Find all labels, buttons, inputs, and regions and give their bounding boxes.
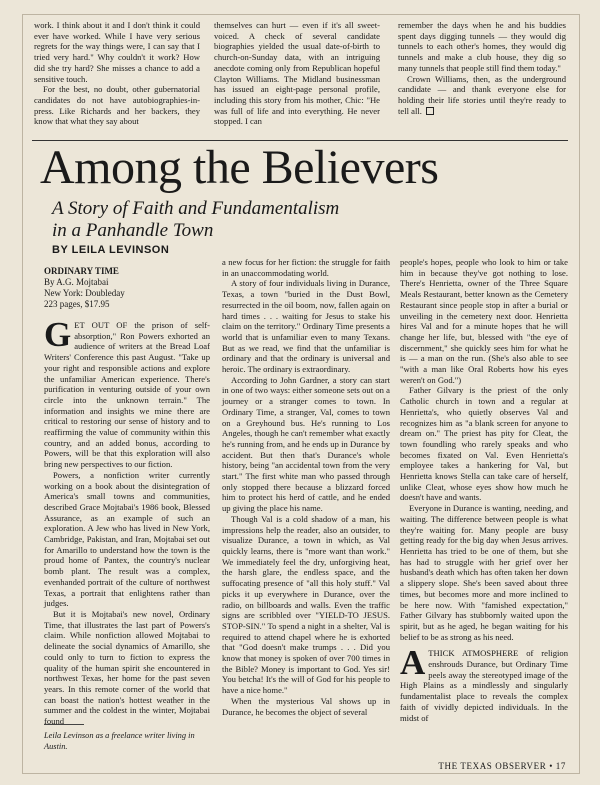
- drop-cap: A: [400, 643, 426, 683]
- book-info-block: [44, 266, 210, 310]
- article-paragraph: THICK ATMOSPHERE of religion enshrouds Durance, but Ordinary Time peels away the stereotyped image of the High Plains as a mindlessly and singularly fundamentalist place to reveals the complex faith of vividly depicted individuals. In the midst of: [400, 648, 568, 723]
- article-paragraph: a new focus for her fiction: the struggle for faith in an unaccommodating world.: [222, 257, 390, 278]
- article-title: Among the Believers: [40, 141, 439, 194]
- subtitle-line-2: in a Panhandle Town: [52, 220, 214, 241]
- book-author: By A.G. Mojtabai: [44, 277, 109, 287]
- footnote-rule: [44, 724, 84, 725]
- article-paragraph: Though Val is a cold shadow of a man, his impressions help the reader, also an outsider, to visualize Durance, a town in which, as Val quickly learns, there is "more want than work." We immediately feel the dry, unforgiving heat, the harsh glare, the endless space, and the suffocating presence of "all this holy stuff." Val picks it up everywhere in Durance, over the radio, on billboards and walls. Even the traffic signs are scribbled over "YIELD-TO JESUS. STOP-SIN." To spend a night in a shelter, Val is required to attend chapel where he is exhorted that "God doesn't make trumps . . . Did you know that money is spoken of over 700 times in the Bible? Money is important to God. Yes sir! You betcha! It's the will of God for his people to have a nice home.": [222, 513, 390, 696]
- article-column-2: [222, 257, 390, 717]
- drop-cap: G: [44, 315, 72, 354]
- prev-article-column-2: [214, 20, 380, 127]
- article-paragraph: ET OUT OF the prison of self-absorption," Ron Powers exhorted an audience of writers at the Bread Loaf Writers' Conference this past August. "Take up your right and responsible actions and explore the unfamiliar American experience. There's purification in venturing outside of your own circle into the unknown terrain." The information and insights we mine there are critical to restoring our sense of history and to reaffirming the value of community within this country, and an added bonus, according to Powers, will be that this exploration will also bring new perspectives to our fiction.: [44, 320, 210, 470]
- article-subtitle: [52, 198, 532, 242]
- article-paragraph: When the mysterious Val shows up in Durance, he becomes the object of several: [222, 695, 390, 717]
- article-paragraph: According to John Gardner, a story can start in one of two ways: either someone sets out on a journey or a stranger comes to town. In Ordinary Time, a stranger, Val, comes to town on a Greyhound bus. He's running to Los Angeles, though he can't remember what exactly he's running from, and he ends up in Durance by accident. But then that's Durance's whole history, being "an accidental town from the very start." The first white man who passed through only stopped there because a blizzard forced him to protect his herd of cattle, and he ended up giving the place his name.: [222, 374, 390, 514]
- article-column-1: [44, 266, 210, 727]
- article-column-3: [400, 257, 568, 723]
- prev-article-column-3: [398, 20, 566, 116]
- prev-article-paragraph: work. I think about it and I don't think it could ever have worked. While I have very serious regrets for the way things were, I can say that I tried very hard." Why couldn't it work? How did she try hard? She misses a chance to add a sensitive touch.: [34, 20, 200, 84]
- book-title: ORDINARY TIME: [44, 266, 119, 276]
- end-of-article-mark: [426, 107, 434, 115]
- author-footnote: Leila Levinson as a freelance writer living in Austin.: [44, 731, 195, 751]
- article-paragraph: But it is Mojtabai's new novel, Ordinary Time, that illustrates the last part of Powers's claim. While nonfiction allowed Mojtabai to delineate the social dynamics of Amarillo, she could only to turn to fiction to express the quality of the human spirit she encountered in northwest Texas, her home for the past seven years. In this remote corner of the world that can boast the nation's hottest weather in the summer and the coldest in the winter, Mojtabai found: [44, 608, 210, 727]
- prev-article-paragraph: themselves can hurt — even if it's all sweet-voiced. A check of several candidate biographies yielded the usual date-of-birth to church-on-Sunday data, with an intriguing anecdote coming only from Republican hopeful Clayton Williams. The Midland businessman has issued an eight-page personal profile, including this story from his mother, Chic: "He was full of life and into everything. He never stopped. I can: [214, 20, 380, 127]
- prev-article-paragraph: For the best, no doubt, other gubernatorial candidates do not have autobiographies-in-press. Like Richards and her backers, they know that what they say about: [34, 84, 200, 127]
- book-price: 223 pages, $17.95: [44, 299, 110, 309]
- article-paragraph: A story of four individuals living in Durance, Texas, a town "buried in the Dust Bowl, resurrected in the oil boom, now, fallen again on hard times . . . waiting for Jesus to stake his claim on the territory." Ordinary Time presents a world that is unfamiliar even to many Texans. But as we read, we find that the unfamiliar is ordinary and that the ordinary is universal and heroic. The ordinary is extraordinary.: [222, 278, 390, 375]
- article-paragraph: people's hopes, people who look to him or take him in because they've got nothing to lose. There's Henrietta, owner of the Three Square Meals Restaurant, better known as the Cemetery Restaurant since people stop in after a burial or unveiling in the cemetery next door. Henrietta hires Val and for a minute hopes that he will change her life, but, blessed with "the eye of discernment," she quickly sees him for what he is — a man on the run. (She's also able to see "with a man like Oral Roberts how his eyes weren't on God."): [400, 257, 568, 385]
- page-folio: THE TEXAS OBSERVER • 17: [438, 761, 566, 771]
- article-paragraph: Everyone in Durance is wanting, needing, and waiting. The difference between people is what they're waiting for. Many people are busy getting ready for the big day when Jesus arrives. Henrietta has tried to be one of them, but she has had to struggle with her grief over her husband's death which has often taken her down a slippery slope. She's been saved about three times, but becomes more and more inclined to be here now. With "famished expectation," Father Gilvary has stubbornly waited upon the spirit, but as he aged, he began waiting for his belief to be as strong as his need.: [400, 503, 568, 642]
- article-paragraph: Powers, a nonfiction writer currently working on a book about the disintegration of America's small towns and communities, described Grace Mojtabai's 1986 book, Blessed Assurance, as an example of such an exploration. A Jew who has lived in New York, Cambridge, Pakistan, and Iran, Mojtabai set out for Amarillo to understand how the town is the proud home of Pantex, the country's nuclear bomb plant. The result was a complex, evenhanded portrait of the culture of northwest Texas, a portrait that enlightens rather than judges.: [44, 469, 210, 609]
- prev-article-paragraph: Crown Williams, then, as the underground candidate — and thank everyone else for holding their life stories until they're ready to tell all.: [398, 73, 566, 116]
- prev-article-paragraph: remember the days when he and his buddies spent days digging tunnels — they would dig tunnels to each other's homes, they would dig tunnels and make a club house, they dig so many tunnels that people still find them today.": [398, 20, 566, 73]
- prev-article-column-1: [34, 20, 200, 127]
- article-byline: BY LEILA LEVINSON: [52, 244, 170, 256]
- book-publisher: New York: Doubleday: [44, 288, 125, 298]
- subtitle-line-1: A Story of Faith and Fundamentalism: [52, 198, 340, 219]
- article-paragraph: Father Gilvary is the priest of the only Catholic church in town and a regular at Henrietta's, who quietly observes Val and recognizes him as "a blank screen for anyone to dream on." The priest has pity for Cleat, the town foundling who rarely speaks and who becomes fixated on Val. Even Henrietta's employee takes a hankering for Val, but Henrietta knows Stella can take care of herself, unlike Cleat, whose eyes show how much he doesn't have and wants.: [400, 385, 568, 503]
